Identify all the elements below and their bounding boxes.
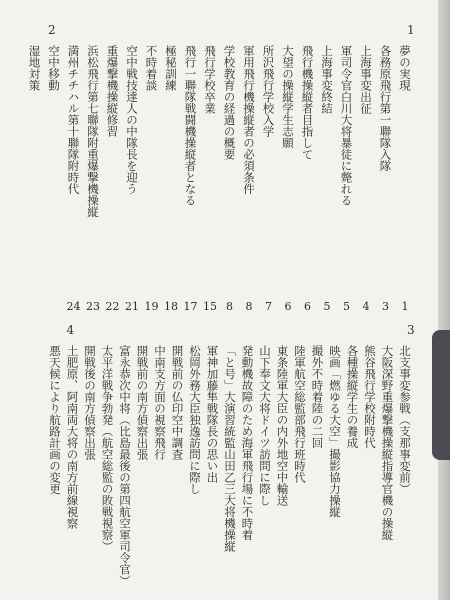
section-number: 1 [407, 23, 415, 37]
toc-entry-title: 熊谷飛行学校附時代 [363, 345, 377, 449]
toc-entry-title: 空中移動 [47, 45, 61, 91]
toc-entry-title: 太平洋戦争勃発（航空総監の敗戦視察） [100, 345, 115, 552]
toc-entry-title: 開戦後の南方偵察出張 [83, 345, 97, 460]
toc-entry-title: 富永恭次中将（比島最後の第四航空軍司令官） [118, 345, 132, 587]
toc-entry-title: 満州チチハル第十聯隊附時代 [66, 45, 81, 195]
toc-entry-title: 上海事変出征 [359, 45, 373, 114]
toc-entry-title: 陸軍航空総監部飛行班時代 [293, 345, 307, 483]
toc-entry-title: 松岡外務大臣独逸訪問に際し [188, 345, 202, 495]
toc-entry-title: 土肥原、阿南両大将の南方前線視察 [65, 345, 80, 529]
toc-entry-title: 夢の実現 [398, 45, 412, 91]
toc-entry-page: 17 [183, 300, 198, 313]
section-number: 2 [48, 23, 56, 37]
toc-entry-page: 15 [203, 300, 217, 313]
toc-entry-title: 所沢飛行学校入学 [261, 45, 276, 137]
toc-entry-title: 中南支方面の視察飛行 [153, 345, 167, 460]
toc-entry-title: 大阪深野重爆撃機操縦指導官機の操縦 [380, 345, 395, 541]
toc-entry-title: 飛行機操縦者目指して [300, 45, 315, 160]
toc-entry-title: 飛行学校卒業 [203, 45, 217, 114]
toc-entry-title: 発動機故障のため海軍飛行場に不時着 [240, 345, 255, 541]
toc-entry-title: 北支事変参戦（支那事変前） [398, 345, 412, 495]
toc-entry-title: 映画「燃ゆる大空」撮影協力操縦 [328, 345, 342, 518]
toc-entry-title: 大望の操縦学生志願 [281, 45, 295, 149]
toc-entry-title: 飛行一聯隊戦闘機操縦者となる [183, 45, 198, 206]
toc-entry-title: 不時着談 [144, 45, 159, 91]
toc-entry-title: 山下奉文大将ドイツ訪問に際し [258, 345, 272, 506]
toc-entry-page: 7 [265, 300, 272, 313]
toc-entry-page: 19 [144, 300, 159, 313]
toc-entry-page: 5 [343, 300, 350, 313]
toc-entry-title: 重爆撃機操縦修習 [105, 45, 120, 137]
toc-entry-title: 湿地対策 [27, 45, 42, 91]
toc-entry-title: 浜松飛行第七聯隊附重爆撃機操縦 [86, 45, 100, 218]
toc-entry-page: 8 [245, 300, 253, 313]
toc-entry-title: 開戦前の南方偵察出張 [135, 345, 150, 460]
toc-entry-title: 上海事変終結 [320, 45, 334, 114]
section-number: 3 [407, 323, 415, 337]
toc-entry-page: 23 [86, 300, 100, 313]
toc-entry-title: 軍用飛行機操縦者の必須条件 [242, 45, 256, 195]
toc-entry-page: 4 [362, 300, 370, 313]
toc-entry-page: 1 [401, 300, 409, 313]
toc-entry-page: 18 [164, 300, 178, 313]
bookmark-tab [432, 330, 450, 460]
section-number: 4 [66, 323, 75, 337]
toc-entry-title: 軍神加藤隼戦隊長の思い出 [205, 345, 220, 483]
toc-entry-title: 「と号」大演習統監山田乙三大将機操縦 [223, 345, 237, 552]
toc-entry-page: 3 [382, 300, 389, 313]
toc-entry-title: 空中戦技達人の中隊長を迎う [125, 45, 139, 195]
toc-entry-title: 各務原飛行第一聯隊入隊 [378, 45, 393, 172]
toc-entry-title: 各種操縦学生の養成 [345, 345, 360, 449]
toc-entry-page: 6 [304, 300, 311, 313]
book-edge-shadow [438, 0, 450, 600]
toc-entry-title: 悪天候により航路計画の変更 [48, 345, 62, 495]
toc-entry-page: 5 [323, 300, 331, 313]
toc-entry-title: 極秘訓練 [164, 45, 178, 91]
toc-entry-title: 軍司令官白川大将暴徒に斃れる [339, 45, 354, 206]
toc-entry-title: 撮外不時着陸の二回 [310, 345, 325, 449]
toc-entry-title: 学校教育の経過の概要 [222, 45, 237, 160]
toc-entry-page: 8 [226, 300, 233, 313]
toc-entry-title: 開戦前の仏印空中調査 [170, 345, 185, 460]
toc-entry-page: 21 [125, 300, 139, 313]
toc-entry-page: 24 [66, 300, 81, 313]
toc-entry-page: 22 [105, 300, 120, 313]
toc-entry-page: 6 [284, 300, 292, 313]
toc-entry-title: 東条陸軍大臣の内外地空中輸送 [275, 345, 290, 506]
